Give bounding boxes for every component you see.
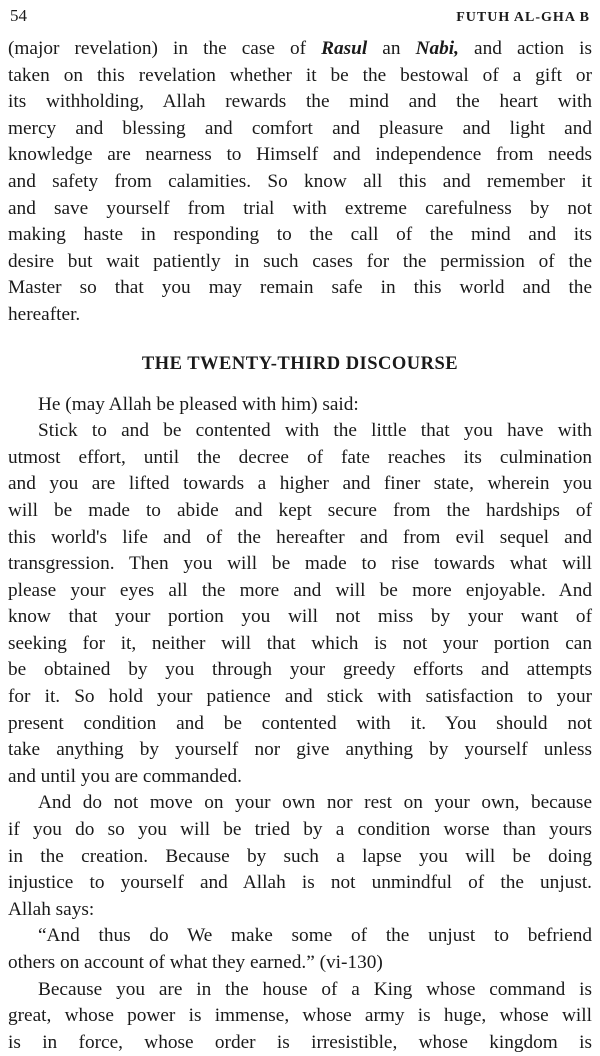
text-line: and safety from calamities. So know all this and remember it xyxy=(8,170,592,192)
text-line: for it. So hold your patience and stick with satisfaction to your xyxy=(8,686,592,708)
text-line: be obtained by you through your greedy efforts and attempts xyxy=(8,659,592,681)
text-line: Stick to and be contented with the little that you have with xyxy=(38,420,592,442)
text-line: injustice to yourself and Allah is not unmindful of the unjust. xyxy=(8,872,592,894)
text-line: “And thus do We make some of the unjust to befriend xyxy=(38,925,592,947)
quran-quote xyxy=(8,923,592,976)
intro-paragraph xyxy=(8,36,592,329)
discourse-heading: THE TWENTY-THIRD DISCOURSE xyxy=(141,353,459,374)
text-line: and you are lifted towards a higher and finer state, wherein you xyxy=(8,473,592,495)
text-line: and until you are commanded. xyxy=(8,765,242,787)
discourse-paragraph-3 xyxy=(8,977,592,1056)
text-line: Allah says: xyxy=(8,898,95,920)
discourse-intro xyxy=(8,392,592,419)
text-line: great, whose power is immense, whose army is huge, whose will xyxy=(8,1005,592,1027)
text-line: is in force, whose order is irresistible, whose kingdom is xyxy=(8,1031,592,1053)
text-line: and save yourself from trial with extreme carefulness by not xyxy=(8,197,592,219)
discourse-paragraph-2 xyxy=(8,790,592,923)
text-line: present condition and be contented with it. You should not xyxy=(8,712,592,734)
text-line: if you do so you will be tried by a condition worse than yours xyxy=(8,819,592,841)
text-line: its withholding, Allah rewards the mind and the heart with xyxy=(8,91,592,113)
page-number: 54 xyxy=(10,6,27,25)
text-line: this world's life and of the hereafter and from evil sequel and xyxy=(8,526,592,548)
text-line: seeking for it, neither will that which is not your portion can xyxy=(8,632,592,654)
text-line: in the creation. Because by such a lapse you will be doing xyxy=(8,845,592,867)
text-line: transgression. Then you will be made to rise towards what will xyxy=(8,553,592,575)
text-line: know that your portion you will not miss by your want of xyxy=(8,606,592,628)
page-header xyxy=(8,0,592,36)
text-line: desire but wait patiently in such cases for the permission of the xyxy=(8,250,592,272)
text-line: (major revelation) in the case of Rasul an Nabi, and action is xyxy=(8,38,592,59)
text-line: utmost effort, until the decree of fate reaches its culmination xyxy=(8,446,592,468)
text-line: He (may Allah be pleased with him) said: xyxy=(38,393,359,415)
text-line: making haste in responding to the call of the mind and its xyxy=(8,224,592,246)
rasul-term: Rasul xyxy=(321,38,368,59)
text-line: take anything by yourself nor give anything by yourself unless xyxy=(8,739,592,761)
text-line: Because you are in the house of a King whose command is xyxy=(38,978,592,1000)
text-line: mercy and blessing and comfort and pleasure and light and xyxy=(8,117,592,139)
text-line: hereafter. xyxy=(8,303,81,325)
text-line: others on account of what they earned.” (vi-130) xyxy=(8,952,383,973)
text-line: will be made to abide and kept secure from the hardships of xyxy=(8,499,592,521)
running-title: FUTUH AL-GHA B xyxy=(456,10,590,25)
text-line: knowledge are nearness to Himself and independence from needs xyxy=(8,144,592,166)
text-line: And do not move on your own nor rest on your own, because xyxy=(38,792,592,814)
discourse-paragraph-1 xyxy=(8,418,592,790)
text-line: Master so that you may remain safe in this world and the xyxy=(8,277,592,299)
nabi-term: Nabi, xyxy=(415,38,459,59)
text-line: taken on this revelation whether it be the bestowal of a gift or xyxy=(8,64,592,86)
text-line: please your eyes all the more and will be more enjoyable. And xyxy=(8,579,592,601)
